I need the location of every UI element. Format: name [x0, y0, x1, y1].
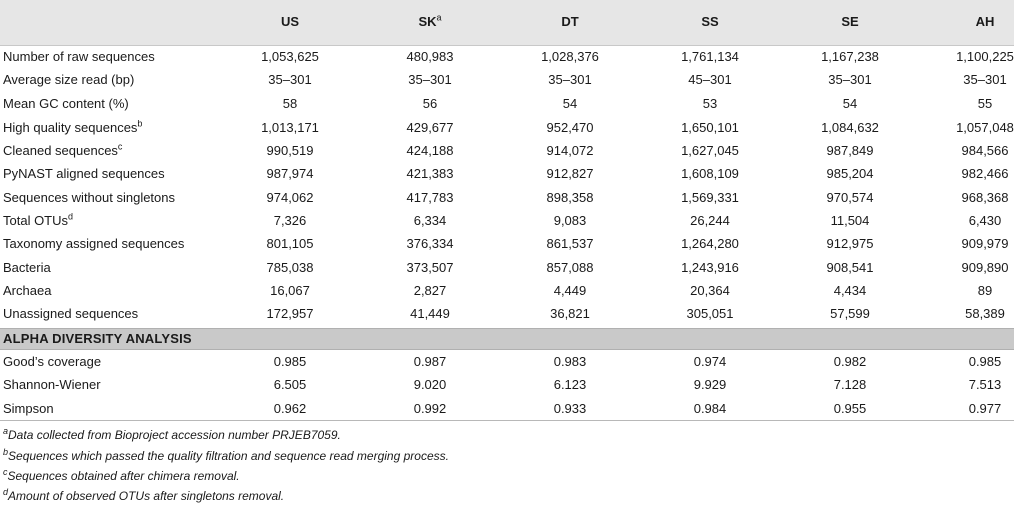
table-cell: 1,608,109 [681, 166, 739, 181]
table-cell: 801,105 [266, 236, 314, 251]
row-label-text: Cleaned sequences [3, 143, 118, 158]
table-cell: 35–301 [408, 72, 452, 87]
table-cell: 785,038 [266, 260, 314, 275]
footnote-text: Amount of observed OTUs after singletons removal. [8, 489, 285, 503]
row-label-text: Simpson [3, 401, 54, 416]
table-cell: 0.977 [968, 401, 1002, 416]
table-cell: 35–301 [548, 72, 592, 87]
column-header-label: SE [841, 14, 859, 29]
table-cell: 1,084,632 [821, 120, 879, 135]
table-cell: 35–301 [268, 72, 312, 87]
table-cell: 1,057,048 [956, 120, 1014, 135]
table-cell: 35–301 [963, 72, 1007, 87]
table-cell: 6.505 [273, 377, 307, 392]
table-cell: 912,975 [826, 236, 874, 251]
row-label [3, 258, 51, 278]
table-cell: 424,188 [406, 143, 454, 158]
row-label [3, 211, 73, 231]
row-label-text: High quality sequences [3, 120, 138, 135]
column-header [360, 12, 500, 32]
table-cell: 6.123 [553, 377, 587, 392]
table-cell: 1,053,625 [261, 49, 319, 64]
column-header-label: AH [975, 14, 995, 29]
table-cell: 429,677 [406, 120, 454, 135]
row-label [3, 188, 175, 208]
footnote-mark: b [3, 447, 9, 457]
row-label [3, 164, 165, 184]
table-cell: 0.983 [553, 354, 587, 369]
table-cell: 968,368 [961, 190, 1009, 205]
row-label [3, 141, 122, 161]
table-cell: 0.982 [833, 354, 867, 369]
row-label [3, 118, 142, 138]
table-cell: 2,827 [413, 283, 447, 298]
row-label-text: Good’s coverage [3, 354, 102, 369]
table-cell: 172,957 [266, 306, 314, 321]
table-cell: 373,507 [406, 260, 454, 275]
row-label-text: Average size read (bp) [3, 72, 135, 87]
column-header [915, 12, 1014, 32]
table-cell: 4,449 [553, 283, 587, 298]
table-cell: 974,062 [266, 190, 314, 205]
footnote-mark: a [3, 426, 9, 436]
table-cell: 11,504 [830, 213, 870, 228]
table-cell: 54 [562, 96, 578, 111]
table-cell: 0.955 [833, 401, 867, 416]
footnote-text: Sequences obtained after chimera removal. [7, 469, 240, 483]
table-cell: 45–301 [688, 72, 732, 87]
table-cell: 987,849 [826, 143, 874, 158]
row-label-text: Archaea [3, 283, 52, 298]
column-header-label: US [280, 14, 300, 29]
row-label [3, 352, 101, 372]
row-label [3, 399, 54, 419]
table-cell: 9,083 [553, 213, 587, 228]
table-cell: 89 [977, 283, 993, 298]
row-label [3, 281, 51, 301]
footnote [3, 426, 341, 444]
table-cell: 952,470 [546, 120, 594, 135]
table-cell: 417,783 [406, 190, 454, 205]
table-cell: 20,364 [690, 283, 730, 298]
table-cell: 9.929 [693, 377, 727, 392]
table-cell: 1,100,225 [956, 49, 1014, 64]
footnote-mark: c [117, 141, 123, 152]
table-bottom-rule [0, 420, 1014, 421]
table-cell: 1,569,331 [681, 190, 739, 205]
header-rule [0, 45, 1014, 46]
footnote-mark: c [3, 467, 8, 477]
row-label [3, 70, 134, 90]
table-cell: 421,383 [406, 166, 454, 181]
section-title: ALPHA DIVERSITY ANALYSIS [3, 331, 192, 346]
table-cell: 305,051 [686, 306, 734, 321]
table-cell: 16,067 [270, 283, 310, 298]
table-cell: 35–301 [828, 72, 872, 87]
table-cell: 1,167,238 [821, 49, 879, 64]
footnote-mark: b [137, 118, 143, 129]
row-label-text: PyNAST aligned sequences [3, 166, 165, 181]
table-cell: 0.984 [693, 401, 727, 416]
row-label-text: Unassigned sequences [3, 306, 139, 321]
column-header-label: SS [701, 14, 719, 29]
table-cell: 54 [842, 96, 858, 111]
row-label [3, 234, 184, 254]
footnote [3, 487, 284, 505]
table-cell: 7.513 [968, 377, 1002, 392]
footnote-mark: d [68, 211, 74, 222]
row-label-text: Taxonomy assigned sequences [3, 236, 185, 251]
table-cell: 909,890 [961, 260, 1009, 275]
table-cell: 26,244 [690, 213, 730, 228]
section-band [0, 328, 1014, 350]
table-cell: 4,434 [833, 283, 867, 298]
table-cell: 970,574 [826, 190, 874, 205]
column-header [500, 12, 640, 32]
row-label [3, 47, 155, 67]
table-cell: 36,821 [550, 306, 590, 321]
table-cell: 990,519 [266, 143, 314, 158]
row-label-text: Sequences without singletons [3, 190, 176, 205]
table-cell: 1,650,101 [681, 120, 739, 135]
table-cell: 6,430 [968, 213, 1002, 228]
table-cell: 9.020 [413, 377, 447, 392]
footnote [3, 467, 240, 485]
row-label-text: Shannon-Wiener [3, 377, 101, 392]
table-cell: 898,358 [546, 190, 594, 205]
row-label [3, 304, 138, 324]
table-cell: 0.962 [273, 401, 307, 416]
table-cell: 1,264,280 [681, 236, 739, 251]
table-cell: 984,566 [961, 143, 1009, 158]
footnote-text: Sequences which passed the quality filtration and sequence read merging process. [8, 449, 449, 463]
table-cell: 0.992 [413, 401, 447, 416]
table-cell: 912,827 [546, 166, 594, 181]
footnote-mark: d [3, 487, 9, 497]
footnote-text: Data collected from Bioproject accession number PRJEB7059. [8, 428, 341, 442]
column-header [640, 12, 780, 32]
table-cell: 0.985 [273, 354, 307, 369]
table-cell: 1,013,171 [261, 120, 319, 135]
table-cell: 982,466 [961, 166, 1009, 181]
row-label-text: Total OTUs [3, 213, 69, 228]
table-cell: 987,974 [266, 166, 314, 181]
table-cell: 58 [282, 96, 298, 111]
column-header [780, 12, 920, 32]
table-cell: 861,537 [546, 236, 594, 251]
table-cell: 57,599 [830, 306, 870, 321]
table-cell: 0.933 [553, 401, 587, 416]
table-cell: 55 [977, 96, 993, 111]
table-cell: 1,627,045 [681, 143, 739, 158]
table-cell: 914,072 [546, 143, 594, 158]
row-label-text: Bacteria [3, 260, 51, 275]
table-cell: 0.987 [413, 354, 447, 369]
table-cell: 480,983 [406, 49, 454, 64]
footnote-mark: a [436, 12, 442, 23]
table-cell: 985,204 [826, 166, 874, 181]
table-cell: 1,761,134 [681, 49, 739, 64]
table-cell: 376,334 [406, 236, 454, 251]
column-header [220, 12, 360, 32]
footnote [3, 447, 449, 465]
table-cell: 7.128 [833, 377, 867, 392]
table-cell: 909,979 [961, 236, 1009, 251]
table-cell: 53 [702, 96, 718, 111]
table-cell: 1,243,916 [681, 260, 739, 275]
table-cell: 58,389 [965, 306, 1005, 321]
row-label-text: Number of raw sequences [3, 49, 155, 64]
table-cell: 0.985 [968, 354, 1002, 369]
column-header-label: SK [418, 14, 437, 29]
table-cell: 7,326 [273, 213, 307, 228]
column-header-label: DT [561, 14, 579, 29]
table-cell: 0.974 [693, 354, 727, 369]
row-label [3, 94, 129, 114]
row-label [3, 375, 101, 395]
table-cell: 1,028,376 [541, 49, 599, 64]
table-cell: 41,449 [410, 306, 450, 321]
table-cell: 6,334 [413, 213, 447, 228]
table-cell: 56 [422, 96, 438, 111]
table-cell: 857,088 [546, 260, 594, 275]
row-label-text: Mean GC content (%) [3, 96, 129, 111]
table-cell: 908,541 [826, 260, 874, 275]
